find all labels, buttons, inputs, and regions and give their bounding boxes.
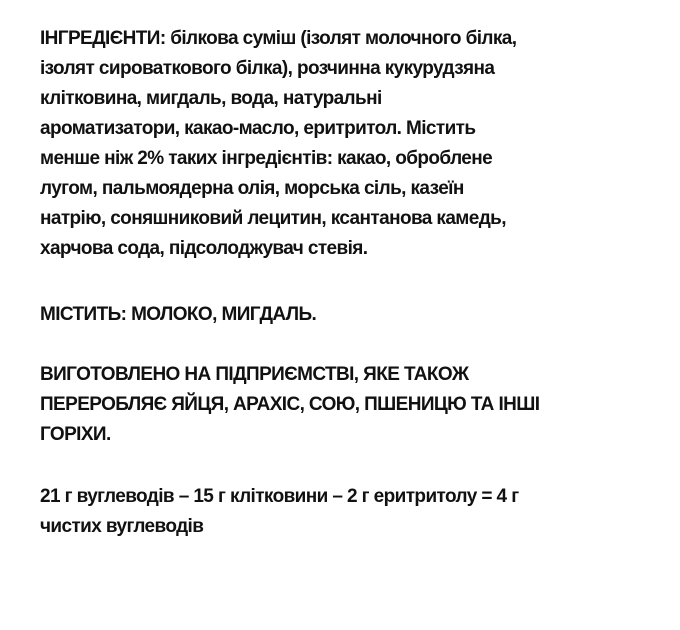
text-line: харчова сода, підсолоджувач стевія. [40, 238, 368, 259]
allergens-paragraph [40, 300, 316, 330]
ingredients-paragraph [40, 24, 516, 264]
text-line: лугом, пальмоядерна олія, морська сіль, казеїн [40, 178, 464, 199]
text-line: ПЕРЕРОБЛЯЄ ЯЙЦЯ, АРАХІС, СОЮ, ПШЕНИЦЮ ТА ІНШІ [40, 394, 540, 415]
text-line: ГОРІХИ. [40, 424, 111, 445]
facility-warning-paragraph [40, 360, 539, 450]
text-line: ІНГРЕДІЄНТИ: білкова суміш (ізолят молочного білка, [40, 28, 517, 49]
text-line: ВИГОТОВЛЕНО НА ПІДПРИЄМСТВІ, ЯКЕ ТАКОЖ [40, 364, 469, 385]
text-line: МІСТИТЬ: МОЛОКО, МИГДАЛЬ. [40, 304, 317, 325]
text-line: натрію, соняшниковий лецитин, ксантанова камедь, [40, 208, 506, 229]
text-line: чистих вуглеводів [40, 516, 204, 537]
text-line: ізолят сироваткового білка), розчинна кукурудзяна [40, 58, 495, 79]
text-line: менше ніж 2% таких інгредієнтів: какао, оброблене [40, 148, 493, 169]
text-line: ароматизатори, какао-масло, еритритол. Містить [40, 118, 476, 139]
net-carbs-paragraph [40, 482, 519, 542]
text-line: 21 г вуглеводів – 15 г клітковини – 2 г еритритолу = 4 г [40, 486, 519, 507]
text-line: клітковина, мигдаль, вода, натуральні [40, 88, 382, 109]
